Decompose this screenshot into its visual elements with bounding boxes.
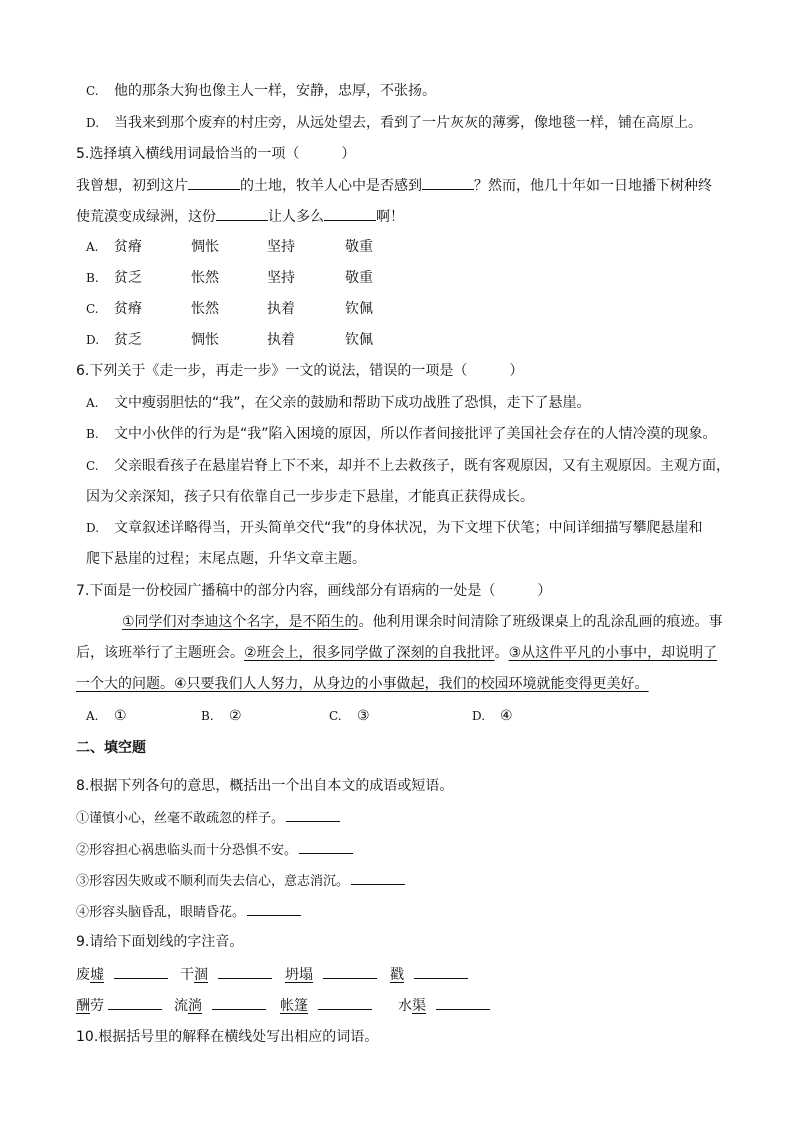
q9-word — [76, 995, 162, 1016]
q6-option-a[interactable] — [86, 393, 591, 413]
q5-text: 我曾想，初到这片 — [76, 178, 188, 194]
option-word-3: 执着 — [267, 301, 295, 317]
q5-blank-2[interactable] — [422, 175, 474, 190]
q5-text: ？然而，他几十年如一日地播下树种终 — [474, 178, 712, 194]
option-word-2: 怅然 — [191, 301, 219, 317]
q5-blank-4[interactable] — [324, 206, 376, 221]
option-word-4: 钦佩 — [345, 301, 373, 317]
q8-item-text: ①谨慎小心，丝毫不敢疏忽的样子。 — [76, 811, 285, 826]
q6-option-d[interactable] — [86, 518, 703, 538]
q8-item-text: ③形容因失败或不顺利而失去信心，意志消沉。 — [76, 874, 350, 889]
q9-underlined-char: 戳 — [390, 967, 404, 983]
option-text: 文中小伙伴的行为是“我”陷入困境的原因，所以作者间接批评了美国社会存在的人情冷漠的现象。 — [114, 426, 717, 442]
option-letter: D. — [86, 333, 100, 347]
q7-passage-line3 — [76, 674, 649, 694]
q5-text: 的土地，牧羊人心中是否感到 — [240, 178, 422, 194]
q9-char: 流 — [174, 998, 188, 1014]
q7-text: 。 — [494, 645, 509, 661]
q5-sentence-line2 — [76, 206, 404, 227]
option-word-4: 敬重 — [345, 270, 373, 286]
q7-underlined-3: ③从这件平凡的小事中，却说明了 — [508, 645, 718, 661]
q9-answer-blank[interactable] — [318, 995, 372, 1010]
q9-answer-blank[interactable] — [218, 964, 272, 979]
option-text: 当我来到那个废弃的村庄旁，从远处望去，看到了一片灰灰的薄雾，像地毯一样，铺在高原上。 — [114, 115, 702, 131]
option-text: ② — [229, 708, 242, 724]
option-letter: A. — [86, 240, 99, 254]
option-letter: C. — [329, 709, 342, 723]
q9-answer-blank[interactable] — [414, 964, 468, 979]
q8-stem: 8.根据下列各句的意思，概括出一个出自本文的成语或短语。 — [76, 778, 454, 794]
q9-word — [76, 964, 168, 985]
q6-option-b[interactable] — [86, 424, 717, 444]
option-letter: D. — [86, 116, 100, 130]
q6-option-d-continued: 爬下悬崖的过程；末尾点题，升华文章主题。 — [86, 551, 366, 567]
option-letter: A. — [86, 709, 99, 723]
option-word-1: 贫乏 — [114, 270, 142, 286]
option-word-1: 贫瘠 — [114, 301, 142, 317]
q7-underlined-4: 一个大的问题。④只要我们人人努力，从身边的小事做起，我们的校园环境就能变得更美好。 — [76, 676, 649, 692]
q8-item-4 — [76, 901, 301, 923]
q5-sentence-line1 — [76, 175, 712, 196]
q9-underlined-char: 帐篷 — [280, 998, 308, 1014]
option-letter: C. — [86, 302, 99, 316]
option-letter: B. — [86, 271, 99, 285]
q4-option-d — [86, 113, 702, 133]
option-letter: C. — [86, 459, 99, 473]
q9-char: 干 — [180, 967, 194, 983]
q6-option-c[interactable] — [86, 456, 730, 476]
option-letter: B. — [201, 709, 214, 723]
q5-text: 让人多么 — [268, 209, 324, 225]
q9-underlined-char: 坍塌 — [285, 967, 313, 983]
section-title: 二、填空题 — [76, 740, 146, 756]
q9-underlined-char: 淌 — [188, 998, 202, 1014]
option-text: 文章叙述详略得当，开头简单交代“我”的身体状况，为下文埋下伏笔；中间详细描写攀爬悬崖和 — [114, 520, 703, 536]
q9-char: 废 — [76, 967, 90, 983]
q9-answer-blank[interactable] — [323, 964, 377, 979]
option-word-2: 惆怅 — [191, 239, 219, 255]
q5-blank-3[interactable] — [216, 206, 268, 221]
option-text: 文中瘦弱胆怯的“我”，在父亲的鼓励和帮助下成功战胜了恐惧，走下了悬崖。 — [114, 395, 591, 411]
q9-answer-blank[interactable] — [436, 995, 490, 1010]
q8-answer-blank[interactable] — [247, 901, 301, 916]
q9-answer-blank[interactable] — [212, 995, 266, 1010]
q9-word — [390, 964, 468, 985]
q6-option-c-continued: 因为父亲深知，孩子只有依靠自己一步步走下悬崖，才能真正获得成长。 — [86, 489, 534, 505]
option-letter: C. — [86, 84, 99, 98]
q8-item-text: ④形容头脑昏乱，眼睛昏花。 — [76, 905, 246, 920]
option-word-3: 坚持 — [267, 239, 295, 255]
q5-blank-1[interactable] — [188, 175, 240, 190]
q9-underlined-char: 涸 — [194, 967, 208, 983]
option-word-3: 坚持 — [267, 270, 295, 286]
option-word-4: 钦佩 — [345, 332, 373, 348]
q8-answer-blank[interactable] — [286, 807, 340, 822]
option-text: 他的那条大狗也像主人一样，安静，忠厚，不张扬。 — [114, 83, 436, 99]
option-word-2: 惆怅 — [191, 332, 219, 348]
q7-underlined-1: ①同学们对李迪这个名字，是不陌生的 — [122, 614, 359, 630]
q8-item-text: ②形容担心祸患临头而十分恐惧不安。 — [76, 843, 298, 858]
option-text: 父亲眼看孩子在悬崖岩脊上下不来，却并不上去救孩子，既有客观原因，又有主观原因。主观方面， — [114, 458, 730, 474]
q6-stem: 6.下列关于《走一步，再走一步》一文的说法，错误的一项是（ ） — [76, 363, 524, 379]
q10-stem: 10.根据括号里的解释在横线处写出相应的词语。 — [76, 1029, 379, 1045]
option-letter: D. — [472, 709, 486, 723]
q8-item-1 — [76, 807, 340, 829]
q9-underlined-char: 酬 — [76, 998, 90, 1014]
q7-passage-line2 — [76, 643, 717, 663]
q9-underlined-char: 渠 — [412, 998, 426, 1014]
q9-answer-blank[interactable] — [114, 964, 168, 979]
q5-text: 使荒漠变成绿洲，这份 — [76, 209, 216, 225]
option-word-4: 敬重 — [345, 239, 373, 255]
q8-answer-blank[interactable] — [351, 870, 405, 885]
q8-item-3 — [76, 870, 405, 892]
option-word-2: 怅然 — [191, 270, 219, 286]
q9-word — [280, 995, 372, 1016]
option-word-1: 贫瘠 — [114, 239, 142, 255]
q7-text: 后，该班举行了主题班会。 — [76, 645, 244, 661]
q8-answer-blank[interactable] — [299, 839, 353, 854]
q7-stem: 7.下面是一份校园广播稿中的部分内容，画线部分有语病的一处是（ ） — [76, 583, 552, 599]
q7-text: 。他利用课余时间清除了班级课桌上的乱涂乱画的痕迹。事 — [358, 614, 723, 630]
q5-stem: 5.选择填入横线用词最恰当的一项（ ） — [76, 146, 356, 162]
q9-char: 劳 — [90, 998, 104, 1014]
q4-option-c — [86, 81, 436, 101]
q9-char: 水 — [398, 998, 412, 1014]
option-letter: B. — [86, 427, 99, 441]
q9-word — [285, 964, 377, 985]
q5-text: 啊！ — [376, 209, 404, 225]
option-letter: D. — [86, 521, 100, 535]
q7-underlined-2: ②班会上，很多同学做了深刻的自我批评 — [244, 645, 495, 661]
q8-item-2 — [76, 839, 353, 861]
option-word-1: 贫乏 — [114, 332, 142, 348]
q9-word — [398, 995, 490, 1016]
option-word-3: 执着 — [267, 332, 295, 348]
q9-stem: 9.请给下面划线的字注音。 — [76, 934, 244, 950]
option-text: ① — [114, 708, 127, 724]
q7-passage-line1 — [122, 612, 723, 632]
q9-underlined-char: 墟 — [90, 967, 104, 983]
option-text: ④ — [500, 708, 513, 724]
q9-word — [180, 964, 272, 985]
option-text: ③ — [357, 708, 370, 724]
q9-word — [174, 995, 266, 1016]
option-letter: A. — [86, 396, 99, 410]
q9-answer-blank[interactable] — [108, 995, 162, 1010]
